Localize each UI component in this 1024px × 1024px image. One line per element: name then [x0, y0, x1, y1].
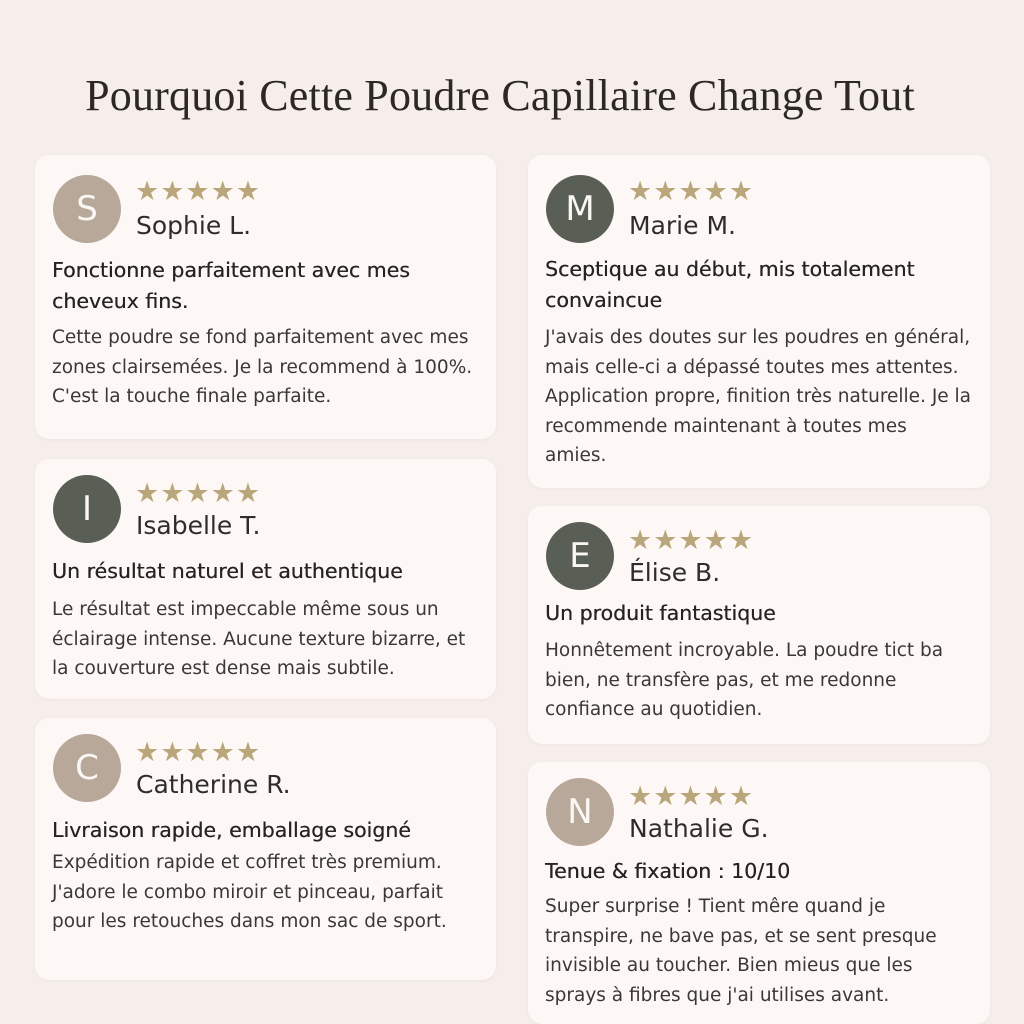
review-title: Un résultat naturel et authentique: [52, 559, 403, 583]
review-title: Tenue & fixation : 10/10: [545, 859, 791, 883]
review-body: Cette poudre se fond parfaitement avec mes zones clairsemées. Je la recommend à 100%. C'est la touche finale parfaite.: [52, 327, 473, 407]
review-card: [528, 155, 990, 488]
avatar: I: [53, 475, 121, 543]
reviewer-name: Élise B.: [629, 558, 721, 587]
star-rating-icon: ★★★★★: [628, 781, 755, 812]
review-title: Sceptique au début, mis totalement convaincue: [545, 257, 915, 312]
reviewer-name: Catherine R.: [136, 770, 291, 799]
review-body: Super surprise ! Tient mêre quand je transpire, ne bave pas, et se sent presque invisible au toucher. Bien mieus que les sprays à fibres que j'ai utilises avant.: [545, 896, 937, 1006]
review-card: [35, 459, 496, 699]
page-title: Pourquoi Cette Poudre Capillaire Change Tout: [85, 71, 915, 120]
review-title: Fonctionne parfaitement avec mes cheveux fins.: [52, 258, 410, 313]
review-body: J'avais des doutes sur les poudres en général, mais celle-ci a dépassé toutes mes attentes. Application propre, finition très naturelle. Je la recommende maintenant à toutes mes amies.: [545, 327, 972, 466]
avatar: E: [546, 522, 614, 590]
reviewer-name: Isabelle T.: [136, 511, 261, 540]
review-title: Livraison rapide, emballage soigné: [52, 818, 411, 842]
star-rating-icon: ★★★★★: [628, 525, 755, 556]
star-rating-icon: ★★★★★: [135, 176, 262, 207]
review-body: Expédition rapide et coffret très premium. J'adore le combo miroir et pinceau, parfait pour les retouches dans mon sac de sport.: [52, 852, 447, 932]
reviewer-name: Marie M.: [629, 211, 736, 240]
review-card: [35, 718, 496, 980]
avatar: N: [546, 778, 614, 846]
reviewer-name: Nathalie G.: [629, 814, 769, 843]
review-title: Un produit fantastique: [545, 601, 776, 625]
avatar: C: [53, 734, 121, 802]
star-rating-icon: ★★★★★: [135, 478, 262, 509]
avatar: M: [546, 175, 614, 243]
avatar: S: [53, 175, 121, 243]
review-body: Honnêtement incroyable. La poudre tict ba bien, ne transfère pas, et me redonne confiance au quotidien.: [545, 640, 944, 720]
review-card: [35, 155, 496, 439]
star-rating-icon: ★★★★★: [135, 737, 262, 768]
review-card: [528, 506, 990, 744]
review-card: [528, 762, 990, 1024]
review-body: Le résultat est impeccable même sous un éclairage intense. Aucune texture bizarre, et la couverture est dense mais subtile.: [52, 599, 466, 679]
star-rating-icon: ★★★★★: [628, 176, 755, 207]
reviewer-name: Sophie L.: [136, 211, 252, 240]
